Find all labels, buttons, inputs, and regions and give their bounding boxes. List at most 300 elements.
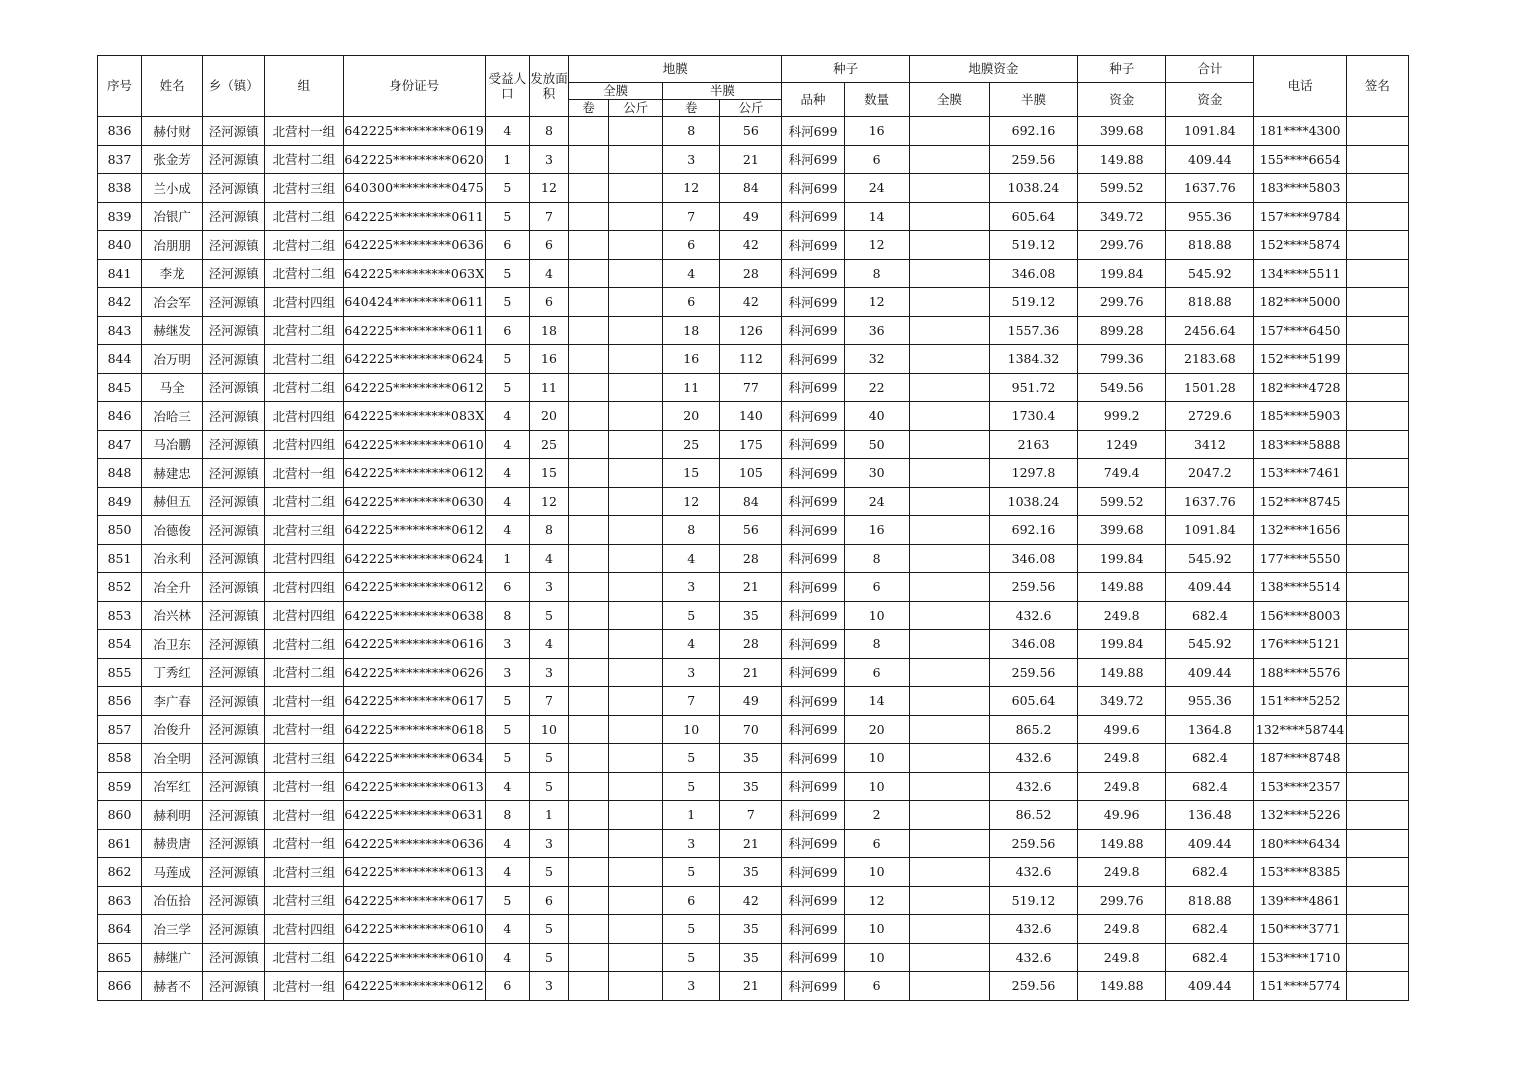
cell-area: 18 (529, 316, 568, 345)
cell-seq: 836 (98, 117, 142, 146)
cell-quantity: 10 (844, 915, 909, 944)
cell-half-film-funds: 519.12 (989, 288, 1077, 317)
cell-name: 冶俊升 (142, 715, 203, 744)
cell-half-film-funds: 259.56 (989, 573, 1077, 602)
cell-town: 泾河源镇 (203, 231, 265, 260)
cell-half-film-funds: 346.08 (989, 544, 1077, 573)
cell-full-roll (569, 630, 609, 659)
cell-seq: 854 (98, 630, 142, 659)
header-seed-funds-top: 种子 (1078, 56, 1166, 83)
cell-seq: 840 (98, 231, 142, 260)
cell-signature[interactable] (1346, 402, 1408, 431)
header-variety: 品种 (782, 83, 844, 117)
cell-group: 北营村二组 (265, 145, 343, 174)
cell-signature[interactable] (1346, 687, 1408, 716)
cell-seq: 851 (98, 544, 142, 573)
cell-group: 北营村四组 (265, 601, 343, 630)
cell-full-film-funds (909, 972, 989, 1001)
cell-half-kg: 28 (720, 630, 782, 659)
cell-full-film-funds (909, 943, 989, 972)
cell-name: 冶伍拾 (142, 886, 203, 915)
table-row (98, 259, 1409, 288)
cell-seed-funds: 799.36 (1078, 345, 1166, 374)
cell-seed-funds: 249.8 (1078, 744, 1166, 773)
cell-group: 北营村三组 (265, 886, 343, 915)
cell-phone: 156****8003 (1254, 601, 1346, 630)
cell-signature[interactable] (1346, 886, 1408, 915)
cell-variety: 科河699 (782, 145, 844, 174)
cell-area: 3 (529, 573, 568, 602)
cell-half-roll: 3 (663, 829, 720, 858)
cell-full-film-funds (909, 601, 989, 630)
cell-full-roll (569, 231, 609, 260)
cell-full-roll (569, 259, 609, 288)
cell-total-funds: 1091.84 (1166, 516, 1254, 545)
cell-signature[interactable] (1346, 288, 1408, 317)
cell-variety: 科河699 (782, 915, 844, 944)
cell-name: 冶军红 (142, 772, 203, 801)
cell-town: 泾河源镇 (203, 117, 265, 146)
cell-town: 泾河源镇 (203, 630, 265, 659)
cell-signature[interactable] (1346, 744, 1408, 773)
cell-half-film-funds: 432.6 (989, 601, 1077, 630)
cell-area: 5 (529, 772, 568, 801)
cell-half-film-funds: 519.12 (989, 231, 1077, 260)
cell-seed-funds: 149.88 (1078, 829, 1166, 858)
cell-signature[interactable] (1346, 117, 1408, 146)
cell-half-kg: 56 (720, 117, 782, 146)
cell-phone: 153****1710 (1254, 943, 1346, 972)
cell-full-film-funds (909, 772, 989, 801)
cell-total-funds: 955.36 (1166, 687, 1254, 716)
cell-quantity: 50 (844, 430, 909, 459)
cell-signature[interactable] (1346, 658, 1408, 687)
table-row (98, 829, 1409, 858)
cell-signature[interactable] (1346, 459, 1408, 488)
cell-signature[interactable] (1346, 516, 1408, 545)
cell-full-kg (609, 430, 663, 459)
cell-name: 马莲成 (142, 858, 203, 887)
cell-variety: 科河699 (782, 829, 844, 858)
cell-half-film-funds: 605.64 (989, 202, 1077, 231)
cell-signature[interactable] (1346, 544, 1408, 573)
cell-variety: 科河699 (782, 630, 844, 659)
cell-id-number: 642225*********0617 (343, 886, 485, 915)
cell-full-kg (609, 145, 663, 174)
cell-full-roll (569, 687, 609, 716)
cell-full-film-funds (909, 316, 989, 345)
cell-seed-funds: 249.8 (1078, 772, 1166, 801)
cell-name: 赫利明 (142, 801, 203, 830)
cell-name: 赫贵唐 (142, 829, 203, 858)
cell-total-funds: 545.92 (1166, 259, 1254, 288)
cell-beneficiaries: 3 (485, 630, 529, 659)
cell-town: 泾河源镇 (203, 972, 265, 1001)
cell-quantity: 24 (844, 487, 909, 516)
cell-half-kg: 84 (720, 487, 782, 516)
cell-group: 北营村四组 (265, 915, 343, 944)
cell-half-roll: 16 (663, 345, 720, 374)
cell-full-kg (609, 544, 663, 573)
cell-full-film-funds (909, 459, 989, 488)
cell-full-kg (609, 601, 663, 630)
table-row (98, 858, 1409, 887)
cell-half-kg: 42 (720, 288, 782, 317)
cell-half-kg: 28 (720, 259, 782, 288)
cell-half-film-funds: 432.6 (989, 772, 1077, 801)
cell-town: 泾河源镇 (203, 430, 265, 459)
cell-group: 北营村二组 (265, 231, 343, 260)
cell-seed-funds: 149.88 (1078, 658, 1166, 687)
cell-id-number: 642225*********0624 (343, 544, 485, 573)
cell-variety: 科河699 (782, 430, 844, 459)
cell-phone: 153****2357 (1254, 772, 1346, 801)
cell-half-roll: 5 (663, 744, 720, 773)
cell-name: 冶哈三 (142, 402, 203, 431)
cell-total-funds: 682.4 (1166, 601, 1254, 630)
cell-seq: 857 (98, 715, 142, 744)
cell-quantity: 16 (844, 117, 909, 146)
cell-signature[interactable] (1346, 573, 1408, 602)
cell-seed-funds: 249.8 (1078, 943, 1166, 972)
cell-id-number: 642225*********0612 (343, 516, 485, 545)
cell-signature[interactable] (1346, 487, 1408, 516)
cell-full-roll (569, 744, 609, 773)
cell-area: 8 (529, 117, 568, 146)
cell-town: 泾河源镇 (203, 516, 265, 545)
cell-half-film-funds: 1730.4 (989, 402, 1077, 431)
cell-half-kg: 42 (720, 231, 782, 260)
cell-quantity: 6 (844, 972, 909, 1001)
cell-half-film-funds: 605.64 (989, 687, 1077, 716)
cell-full-kg (609, 658, 663, 687)
cell-half-film-funds: 86.52 (989, 801, 1077, 830)
cell-signature[interactable] (1346, 943, 1408, 972)
cell-name: 冶银广 (142, 202, 203, 231)
cell-area: 3 (529, 829, 568, 858)
cell-quantity: 8 (844, 544, 909, 573)
table-row (98, 231, 1409, 260)
cell-name: 李广春 (142, 687, 203, 716)
cell-seq: 846 (98, 402, 142, 431)
table-row (98, 715, 1409, 744)
cell-signature[interactable] (1346, 373, 1408, 402)
cell-signature[interactable] (1346, 259, 1408, 288)
cell-variety: 科河699 (782, 345, 844, 374)
cell-id-number: 642225*********0619 (343, 117, 485, 146)
cell-total-funds: 682.4 (1166, 858, 1254, 887)
cell-half-kg: 21 (720, 658, 782, 687)
cell-beneficiaries: 4 (485, 430, 529, 459)
cell-half-roll: 7 (663, 687, 720, 716)
cell-total-funds: 3412 (1166, 430, 1254, 459)
cell-full-roll (569, 573, 609, 602)
cell-full-film-funds (909, 630, 989, 659)
table-row (98, 772, 1409, 801)
cell-signature[interactable] (1346, 715, 1408, 744)
cell-name: 冶全升 (142, 573, 203, 602)
cell-signature[interactable] (1346, 858, 1408, 887)
cell-total-funds: 2183.68 (1166, 345, 1254, 374)
cell-signature[interactable] (1346, 829, 1408, 858)
cell-full-kg (609, 202, 663, 231)
cell-full-kg (609, 772, 663, 801)
cell-name: 李龙 (142, 259, 203, 288)
cell-group: 北营村一组 (265, 687, 343, 716)
cell-area: 1 (529, 801, 568, 830)
cell-signature[interactable] (1346, 430, 1408, 459)
cell-phone: 188****5576 (1254, 658, 1346, 687)
cell-signature[interactable] (1346, 345, 1408, 374)
cell-signature[interactable] (1346, 801, 1408, 830)
cell-variety: 科河699 (782, 402, 844, 431)
cell-area: 11 (529, 373, 568, 402)
cell-total-funds: 682.4 (1166, 915, 1254, 944)
cell-seq: 866 (98, 972, 142, 1001)
cell-signature[interactable] (1346, 772, 1408, 801)
cell-phone: 180****6434 (1254, 829, 1346, 858)
table-row (98, 601, 1409, 630)
cell-phone: 185****5903 (1254, 402, 1346, 431)
cell-half-roll: 3 (663, 573, 720, 602)
cell-full-kg (609, 231, 663, 260)
cell-phone: 152****5199 (1254, 345, 1346, 374)
cell-signature[interactable] (1346, 915, 1408, 944)
cell-seq: 845 (98, 373, 142, 402)
cell-full-roll (569, 145, 609, 174)
cell-half-film-funds: 1038.24 (989, 487, 1077, 516)
cell-quantity: 20 (844, 715, 909, 744)
cell-beneficiaries: 4 (485, 402, 529, 431)
cell-full-film-funds (909, 174, 989, 203)
cell-quantity: 10 (844, 943, 909, 972)
cell-half-kg: 140 (720, 402, 782, 431)
cell-signature[interactable] (1346, 174, 1408, 203)
cell-quantity: 24 (844, 174, 909, 203)
cell-beneficiaries: 4 (485, 829, 529, 858)
header-full-roll: 卷 (569, 100, 609, 117)
cell-town: 泾河源镇 (203, 573, 265, 602)
cell-group: 北营村二组 (265, 658, 343, 687)
cell-signature[interactable] (1346, 145, 1408, 174)
header-total-top: 合计 (1166, 56, 1254, 83)
cell-phone: 150****3771 (1254, 915, 1346, 944)
cell-town: 泾河源镇 (203, 288, 265, 317)
cell-signature[interactable] (1346, 202, 1408, 231)
header-half-kg: 公斤 (720, 100, 782, 117)
cell-total-funds: 2047.2 (1166, 459, 1254, 488)
cell-half-roll: 25 (663, 430, 720, 459)
cell-total-funds: 136.48 (1166, 801, 1254, 830)
cell-half-kg: 112 (720, 345, 782, 374)
cell-beneficiaries: 1 (485, 145, 529, 174)
cell-seed-funds: 399.68 (1078, 117, 1166, 146)
cell-half-roll: 3 (663, 658, 720, 687)
cell-variety: 科河699 (782, 516, 844, 545)
cell-beneficiaries: 5 (485, 174, 529, 203)
cell-group: 北营村二组 (265, 316, 343, 345)
cell-signature[interactable] (1346, 601, 1408, 630)
cell-full-film-funds (909, 544, 989, 573)
cell-group: 北营村一组 (265, 972, 343, 1001)
cell-area: 6 (529, 231, 568, 260)
cell-group: 北营村二组 (265, 943, 343, 972)
cell-half-film-funds: 259.56 (989, 145, 1077, 174)
cell-id-number: 642225*********0613 (343, 772, 485, 801)
cell-area: 15 (529, 459, 568, 488)
cell-name: 赫者不 (142, 972, 203, 1001)
cell-group: 北营村一组 (265, 715, 343, 744)
cell-half-film-funds: 692.16 (989, 117, 1077, 146)
cell-variety: 科河699 (782, 259, 844, 288)
cell-area: 10 (529, 715, 568, 744)
cell-signature[interactable] (1346, 630, 1408, 659)
cell-half-roll: 20 (663, 402, 720, 431)
cell-id-number: 642225*********0616 (343, 630, 485, 659)
cell-total-funds: 955.36 (1166, 202, 1254, 231)
header-signature: 签名 (1346, 56, 1408, 117)
cell-area: 5 (529, 601, 568, 630)
cell-area: 16 (529, 345, 568, 374)
cell-id-number: 642225*********0617 (343, 687, 485, 716)
cell-half-roll: 12 (663, 174, 720, 203)
cell-full-film-funds (909, 288, 989, 317)
cell-name: 冶全明 (142, 744, 203, 773)
cell-half-kg: 77 (720, 373, 782, 402)
cell-seq: 865 (98, 943, 142, 972)
cell-half-kg: 35 (720, 772, 782, 801)
cell-full-roll (569, 202, 609, 231)
cell-full-film-funds (909, 487, 989, 516)
cell-full-kg (609, 573, 663, 602)
cell-full-roll (569, 601, 609, 630)
cell-id-number: 642225*********0624 (343, 345, 485, 374)
header-area: 发放面积 (529, 56, 568, 117)
cell-quantity: 40 (844, 402, 909, 431)
cell-total-funds: 409.44 (1166, 658, 1254, 687)
cell-half-kg: 21 (720, 829, 782, 858)
cell-half-kg: 28 (720, 544, 782, 573)
table-row (98, 402, 1409, 431)
cell-half-roll: 4 (663, 630, 720, 659)
cell-seed-funds: 249.8 (1078, 601, 1166, 630)
cell-seed-funds: 149.88 (1078, 573, 1166, 602)
cell-total-funds: 682.4 (1166, 772, 1254, 801)
cell-name: 冶万明 (142, 345, 203, 374)
cell-beneficiaries: 5 (485, 259, 529, 288)
cell-beneficiaries: 6 (485, 573, 529, 602)
cell-name: 丁秀红 (142, 658, 203, 687)
cell-quantity: 12 (844, 886, 909, 915)
cell-signature[interactable] (1346, 972, 1408, 1001)
cell-group: 北营村四组 (265, 430, 343, 459)
cell-variety: 科河699 (782, 316, 844, 345)
cell-variety: 科河699 (782, 972, 844, 1001)
cell-seq: 859 (98, 772, 142, 801)
cell-variety: 科河699 (782, 801, 844, 830)
cell-half-roll: 4 (663, 544, 720, 573)
cell-town: 泾河源镇 (203, 915, 265, 944)
cell-half-kg: 105 (720, 459, 782, 488)
cell-phone: 182****4728 (1254, 373, 1346, 402)
header-group: 组 (265, 56, 343, 117)
cell-area: 3 (529, 972, 568, 1001)
cell-half-film-funds: 259.56 (989, 972, 1077, 1001)
cell-beneficiaries: 4 (485, 915, 529, 944)
cell-full-kg (609, 858, 663, 887)
table-row (98, 915, 1409, 944)
header-phone: 电话 (1254, 56, 1346, 117)
cell-half-kg: 175 (720, 430, 782, 459)
cell-beneficiaries: 1 (485, 544, 529, 573)
cell-group: 北营村一组 (265, 801, 343, 830)
cell-beneficiaries: 4 (485, 117, 529, 146)
cell-half-film-funds: 1297.8 (989, 459, 1077, 488)
cell-name: 冶兴林 (142, 601, 203, 630)
table-row (98, 687, 1409, 716)
cell-quantity: 10 (844, 601, 909, 630)
cell-quantity: 36 (844, 316, 909, 345)
cell-name: 赫继发 (142, 316, 203, 345)
cell-total-funds: 545.92 (1166, 630, 1254, 659)
cell-half-film-funds: 346.08 (989, 259, 1077, 288)
cell-id-number: 642225*********0613 (343, 858, 485, 887)
cell-half-kg: 70 (720, 715, 782, 744)
cell-total-funds: 409.44 (1166, 573, 1254, 602)
cell-town: 泾河源镇 (203, 801, 265, 830)
cell-half-film-funds: 346.08 (989, 630, 1077, 659)
cell-half-roll: 7 (663, 202, 720, 231)
table-row (98, 886, 1409, 915)
cell-full-roll (569, 316, 609, 345)
cell-quantity: 10 (844, 772, 909, 801)
cell-beneficiaries: 4 (485, 943, 529, 972)
cell-quantity: 22 (844, 373, 909, 402)
cell-name: 赫但五 (142, 487, 203, 516)
header-name: 姓名 (142, 56, 203, 117)
cell-id-number: 642225*********0626 (343, 658, 485, 687)
cell-full-film-funds (909, 829, 989, 858)
cell-signature[interactable] (1346, 316, 1408, 345)
cell-seed-funds: 199.84 (1078, 630, 1166, 659)
cell-signature[interactable] (1346, 231, 1408, 260)
cell-half-film-funds: 1038.24 (989, 174, 1077, 203)
cell-group: 北营村四组 (265, 573, 343, 602)
table-row (98, 658, 1409, 687)
cell-half-film-funds: 432.6 (989, 744, 1077, 773)
cell-seed-funds: 549.56 (1078, 373, 1166, 402)
cell-variety: 科河699 (782, 288, 844, 317)
cell-area: 25 (529, 430, 568, 459)
header-half-film-funds: 半膜 (989, 83, 1077, 117)
cell-area: 6 (529, 288, 568, 317)
cell-phone: 176****5121 (1254, 630, 1346, 659)
cell-half-kg: 35 (720, 744, 782, 773)
cell-area: 5 (529, 744, 568, 773)
cell-area: 4 (529, 544, 568, 573)
cell-name: 赫付财 (142, 117, 203, 146)
cell-name: 冶德俊 (142, 516, 203, 545)
cell-seq: 860 (98, 801, 142, 830)
cell-seq: 850 (98, 516, 142, 545)
cell-seq: 856 (98, 687, 142, 716)
cell-name: 兰小成 (142, 174, 203, 203)
cell-name: 赫继广 (142, 943, 203, 972)
cell-beneficiaries: 5 (485, 202, 529, 231)
cell-half-film-funds: 432.6 (989, 858, 1077, 887)
cell-phone: 155****6654 (1254, 145, 1346, 174)
cell-quantity: 2 (844, 801, 909, 830)
